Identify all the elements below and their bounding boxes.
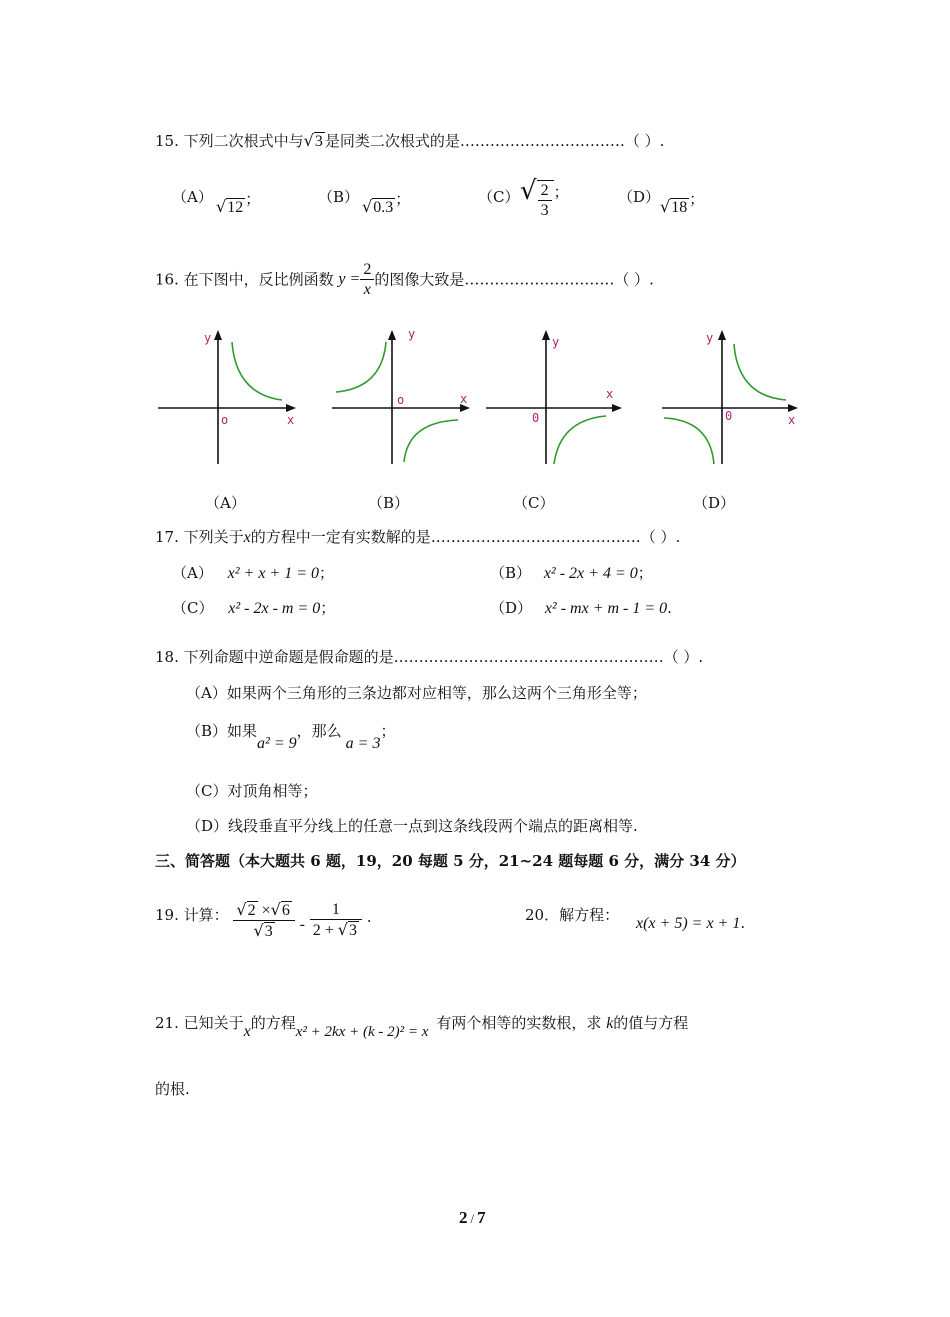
svg-text:0: 0: [532, 411, 540, 425]
q20-label: 20．解方程：: [525, 906, 620, 924]
q16-label-c: （C）: [513, 494, 555, 512]
svg-text:x: x: [287, 413, 295, 427]
q18-option-d: （D）线段垂直平分线上的任意一点到这条线段两个端点的距离相等.: [186, 817, 638, 835]
q16-graph-b: [330, 324, 480, 468]
q17-option-b: （B） x² - 2x + 4 = 0；: [490, 564, 653, 582]
q19: 19. 计算： $\frac{√2 \times√6}{√3}$ - $\frac{1}{2 + √3}$ .: [155, 900, 372, 940]
q17-option-a: （A） x² + x + 1 = 0；: [172, 564, 335, 582]
q15-option-c-expr: √ $\frac{2}{3}$ ；: [520, 176, 569, 219]
q15-stem: 15. 下列二次根式中与√3 是同类二次根式的是……………………………（ ）.: [155, 131, 665, 150]
q21-line1: 21. 已知关于x的方程x² + 2kx + (k - 2)² = x 有两个相等的实数根，求 k的值与方程: [155, 1014, 689, 1040]
q16-label-d: （D）: [693, 494, 736, 512]
q18-option-c: （C）对顶角相等；: [186, 782, 318, 800]
q16-graph-a: [156, 328, 306, 468]
svg-text:x: x: [788, 413, 796, 427]
q15-option-a-expr: √12 ；: [216, 190, 261, 216]
q17-option-c: （C） x² - 2x - m = 0；: [172, 599, 336, 617]
svg-text:y: y: [706, 331, 714, 345]
q21-line2: 的根.: [155, 1080, 190, 1098]
q16-label-a: （A）: [205, 494, 246, 512]
section-heading: 三、简答题（本大题共 6 题，19，20 每题 5 分，21~24 题每题 6 分，满分 34 分）: [155, 852, 746, 870]
q15-option-d: （D）: [618, 188, 661, 206]
page-number: 2 / 7: [459, 1208, 486, 1227]
q16-stem: 16. 在下图中，反比例函数 y = $\frac{2}{x}$ 的图像大致是…………………………（ ）.: [155, 261, 654, 298]
q15-option-a: （A）: [172, 188, 213, 206]
q17-stem: 17. 下列关于x的方程中一定有实数解的是……………………………………（ ）.: [155, 528, 681, 546]
q15-option-b-expr: √0.3 ；: [362, 190, 411, 216]
q16-graph-d: [660, 328, 810, 468]
q15-option-b: （B）: [318, 188, 360, 206]
q15-option-c: （C）: [478, 188, 520, 206]
svg-text:o: o: [221, 413, 229, 427]
svg-text:y: y: [408, 327, 416, 341]
svg-text:x: x: [606, 387, 614, 401]
q16-label-b: （B）: [368, 494, 410, 512]
svg-text:0: 0: [725, 409, 733, 423]
svg-text:x: x: [460, 392, 468, 406]
svg-text:y: y: [204, 331, 212, 345]
q18-stem: 18. 下列命题中逆命题是假命题的是………………………………………………（ ）.: [155, 648, 704, 666]
svg-text:o: o: [397, 393, 405, 407]
svg-text:y: y: [552, 335, 560, 349]
q20-expr: x(x + 5) = x + 1.: [636, 914, 746, 932]
q18-option-a: （A）如果两个三角形的三条边都对应相等，那么这两个三角形全等；: [186, 684, 647, 702]
q15-option-d-expr: √18 ；: [660, 190, 705, 216]
q17-option-d: （D） x² - mx + m - 1 = 0.: [490, 599, 672, 617]
q16-graph-c: [484, 328, 634, 468]
q18-option-b: （B）如果a² = 9，那么a = 3；: [186, 722, 396, 752]
